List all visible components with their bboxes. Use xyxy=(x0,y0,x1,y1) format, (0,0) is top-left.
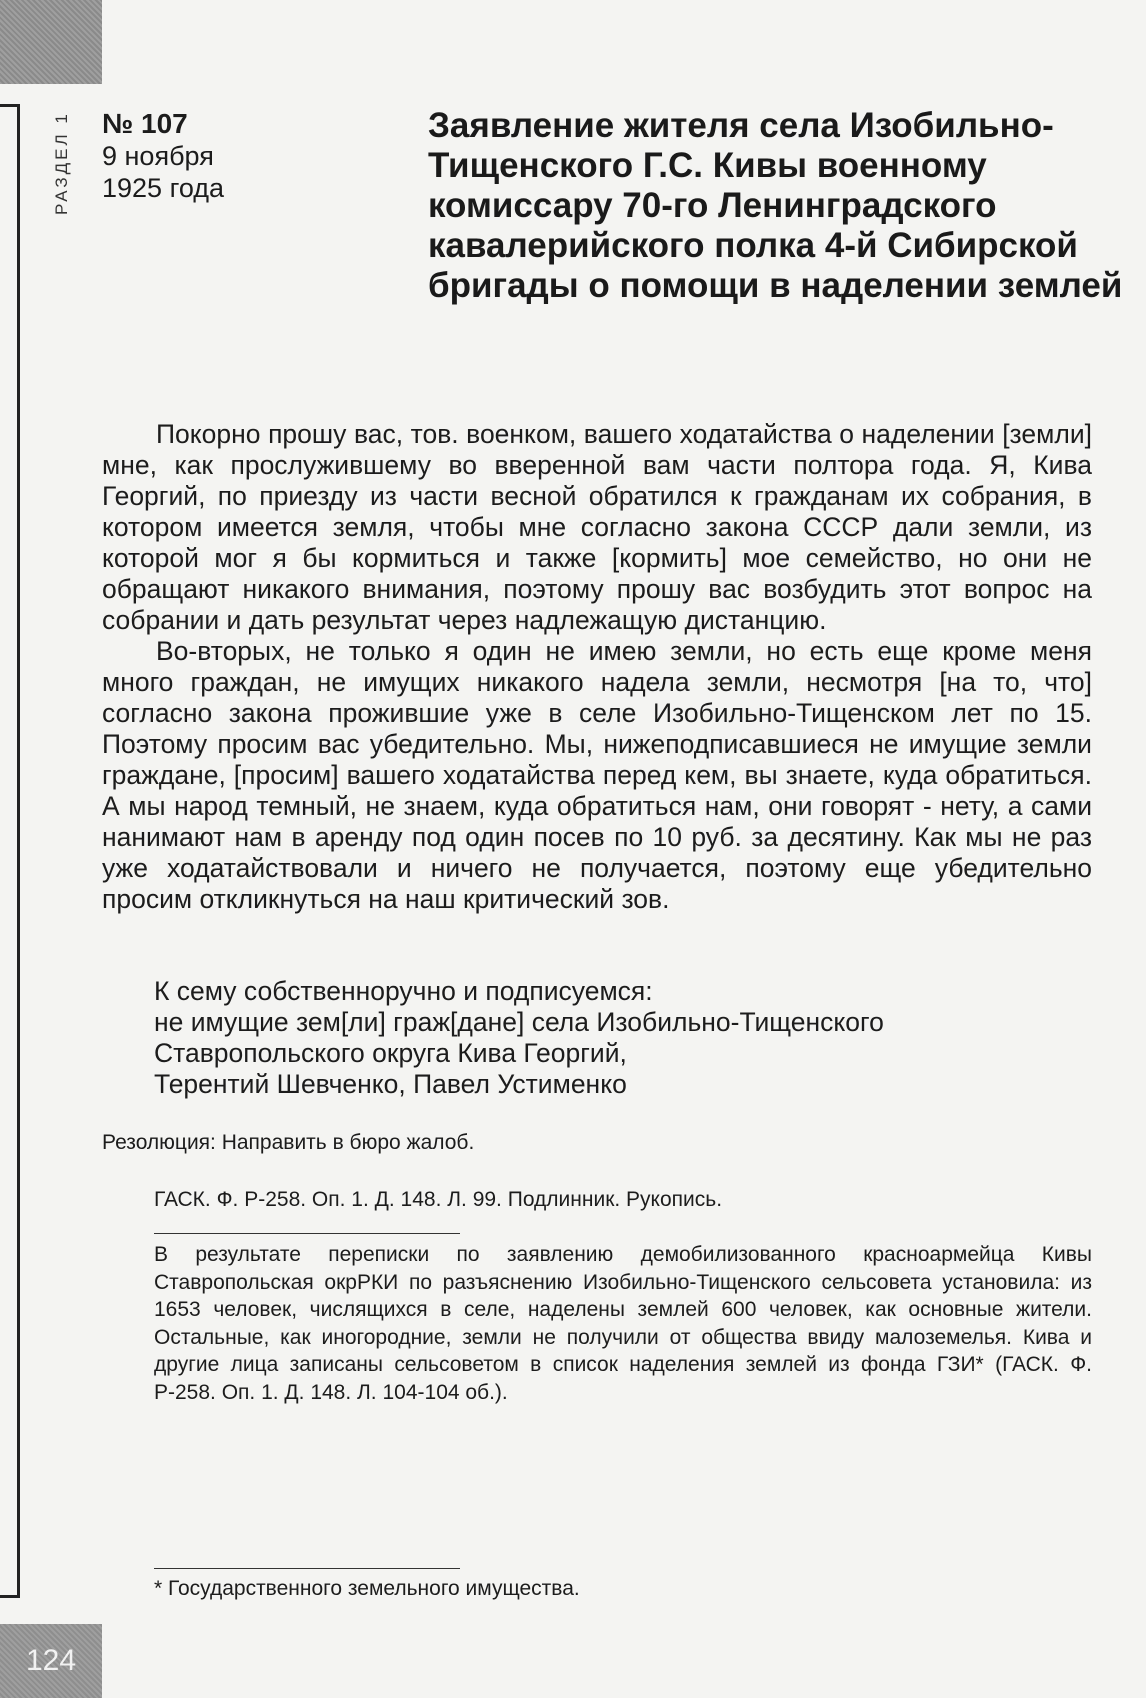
editorial-note: В результате переписки по заявлению демобилизованного красноармейца Кивы Ставропольская окрРКИ по разъяснению Изобильно-Тищенского сельсовета установила: из 1653 человек, числящихся в селе, наделены землей 600 человек, как основные жители. Остальные, как иногородние, земли не получили от общества ввиду малоземелья. Кива и другие лица записаны сельсоветом в список наделения землей из фонда ГЗИ* (ГАСК. Ф. Р-258. Оп. 1. Д. 148. Л. 104-104 об.). xyxy=(154,1243,1092,1404)
footnote: * Государственного земельного имущества. xyxy=(154,1577,580,1600)
document-date-year: 1925 года xyxy=(102,173,225,203)
section-label: РАЗДЕЛ 1 xyxy=(52,111,71,215)
document-meta xyxy=(102,108,224,204)
document-date-day: 9 ноября xyxy=(102,141,214,171)
page-number: 124 xyxy=(25,1644,77,1677)
note-divider xyxy=(154,1233,460,1234)
section-frame xyxy=(0,104,20,1598)
archive-reference: ГАСК. Ф. Р-258. Оп. 1. Д. 148. Л. 99. Подлинник. Рукопись. xyxy=(154,1188,723,1211)
signature-line: Терентий Шевченко, Павел Устименко xyxy=(154,1069,627,1099)
signature-line: К сему собственноручно и подписуемся: xyxy=(154,976,653,1006)
corner-tab xyxy=(0,0,102,84)
footnote-divider xyxy=(154,1568,460,1569)
signature-line: Ставропольского округа Кива Георгий, xyxy=(154,1038,627,1068)
document-title: Заявление жителя села Изобильно-Тищенского Г.С. Кивы военному комиссару 70-го Ленинградского кавалерийского полка 4-й Сибирской бригады о помощи в наделении землей xyxy=(428,106,1123,305)
signature-block xyxy=(154,976,884,1100)
letter-body xyxy=(102,419,1092,915)
body-paragraph: Во-вторых, не только я один не имею земли, но есть еще кроме меня много граждан, не имущих никакого надела земли, несмотря [на то, что] согласно закона прожившие уже в селе Изобильно-Тищенском лет по 15. Поэтому просим вас убедительно. Мы, нижеподписавшиеся не имущие земли граждане, [просим] вашего ходатайства перед кем, вы знаете, куда обратиться. А мы народ темный, не знаем, куда обратиться нам, они говорят - нету, а сами нанимают нам в аренду под один посев по 10 руб. за десятину. Как мы не раз уже ходатайствовали и ничего не получается, поэтому еще убедительно просим откликнуться на наш критический зов. xyxy=(102,636,1092,914)
signature-line: не имущие зем[ли] граж[дане] села Изобильно-Тищенского xyxy=(154,1007,884,1037)
document-number: № 107 xyxy=(102,108,188,139)
body-paragraph: Покорно прошу вас, тов. военком, вашего ходатайства о наделении [земли] мне, как прослужившему во вверенной вам части полтора года. Я, Кива Георгий, по приезду из части весной обратился к гражданам их собрания, в котором имеется земля, чтобы мне согласно закона СССР дали земли, из которой мог я бы кормиться и также [кормить] мое семейство, но они не обращают никакого внимания, поэтому прошу вас возбудить этот вопрос на собрании и дать результат через надлежащую дистанцию. xyxy=(102,419,1092,635)
resolution: Резолюция: Направить в бюро жалоб. xyxy=(102,1131,475,1154)
page-number-box xyxy=(0,1624,102,1698)
